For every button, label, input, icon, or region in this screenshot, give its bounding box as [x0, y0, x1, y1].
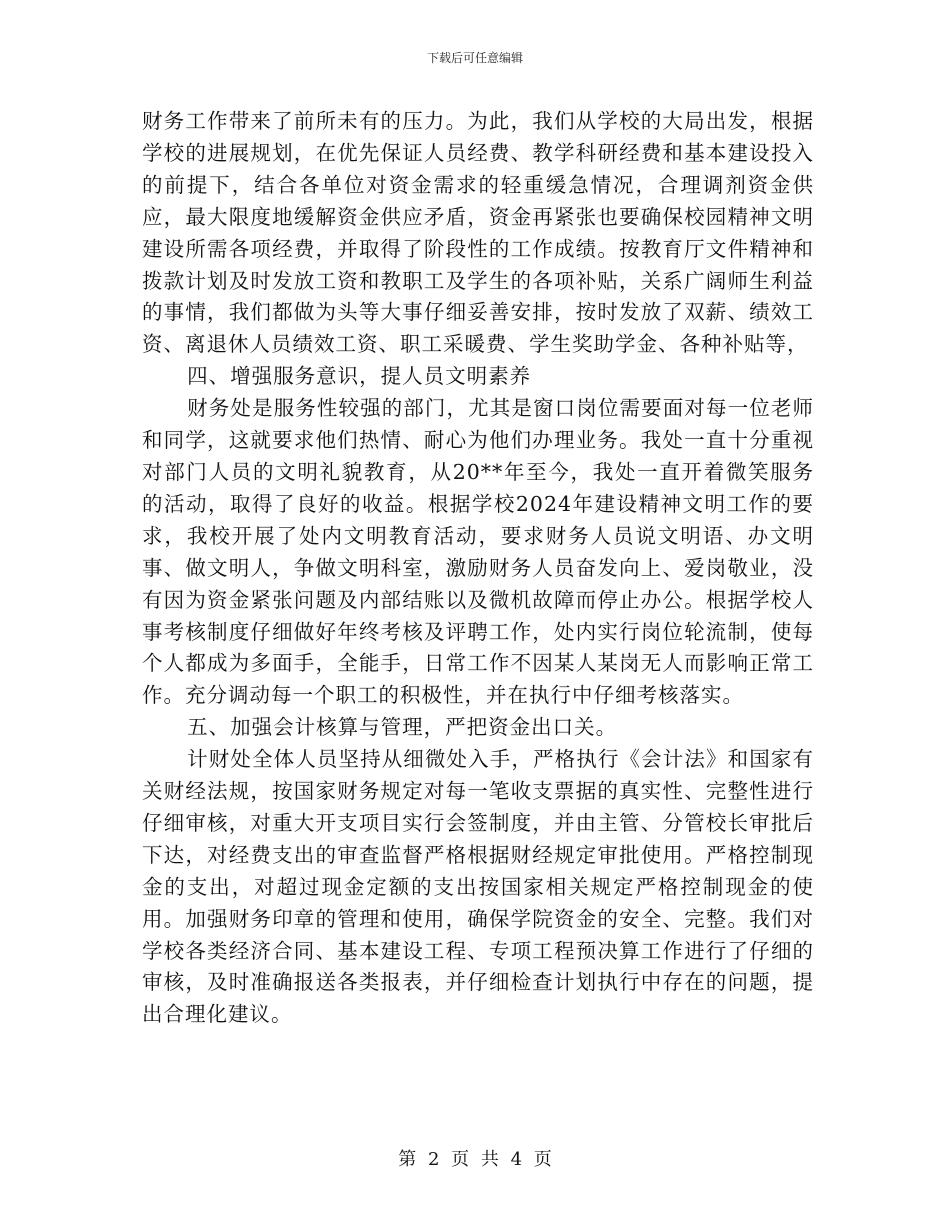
- page-number-footer: 第 2 页 共 4 页: [398, 1149, 552, 1170]
- section-heading-four: 四、增强服务意识，提人员文明素养: [187, 364, 532, 389]
- page-header: 下载后可任意编辑: [426, 51, 523, 65]
- paragraph-accounting-management: 计财处全体人员坚持从细微处入手，严格执行《会计法》和国家有关财经法规，按国家财务规定对每一笔收支票据的真实性、完整性进行仔细审核，对重大开支项目实行会签制度，并由主管、分管校长审批后下达，对经费支出的审查监督严格根据财经规定审批使用。严格控制现金的支出，对超过现金定额的支出按国家相关规定严格控制现金的使用。加强财务印章的管理和使用，确保学院资金的安全、完整。我们对学校各类经济合同、基本建设工程、专项工程预决算工作进行了仔细的审核，及时准确报送各类报表，并仔细检查计划执行中存在的问题，提出合理化建议。: [142, 747, 814, 1027]
- paragraph-service-awareness: 财务处是服务性较强的部门，尤其是窗口岗位需要面对每一位老师和同学，这就要求他们热情、耐心为他们办理业务。我处一直十分重视对部门人员的文明礼貌教育，从20**年至今，我处一直开着微笑服务的活动，取得了良好的收益。根据学校2024年建设精神文明工作的要求，我校开展了处内文明教育活动，要求财务人员说文明语、办文明事、做文明人，争做文明科室，激励财务人员奋发向上、爱岗敬业，没有因为资金紧张问题及内部结账以及微机故障而停止办公。根据学校人事考核制度仔细做好年终考核及评聘工作，处内实行岗位轮流制，使每个人都成为多面手，全能手，日常工作不因某人某岗无人而影响正常工作。充分调动每一个职工的积极性，并在执行中仔细考核落实。: [142, 396, 814, 708]
- section-heading-five: 五、加强会计核算与管理，严把资金出口关。: [187, 715, 618, 740]
- paragraph-continuation: 财务工作带来了前所未有的压力。为此，我们从学校的大局出发，根据学校的进展规划，在优先保证人员经费、教学科研经费和基本建设投入的前提下，结合各单位对资金需求的轻重缓急情况，合理调剂资金供应，最大限度地缓解资金供应矛盾，资金再紧张也要确保校园精神文明建设所需各项经费，并取得了阶段性的工作成绩。按教育厅文件精神和拨款计划及时发放工资和教职工及学生的各项补贴，关系广阔师生利益的事情，我们都做为头等大事仔细妥善安排，按时发放了双薪、绩效工资、离退休人员绩效工资、职工采暖费、学生奖助学金、各种补贴等，: [142, 109, 814, 357]
- document-body: [142, 106, 814, 1031]
